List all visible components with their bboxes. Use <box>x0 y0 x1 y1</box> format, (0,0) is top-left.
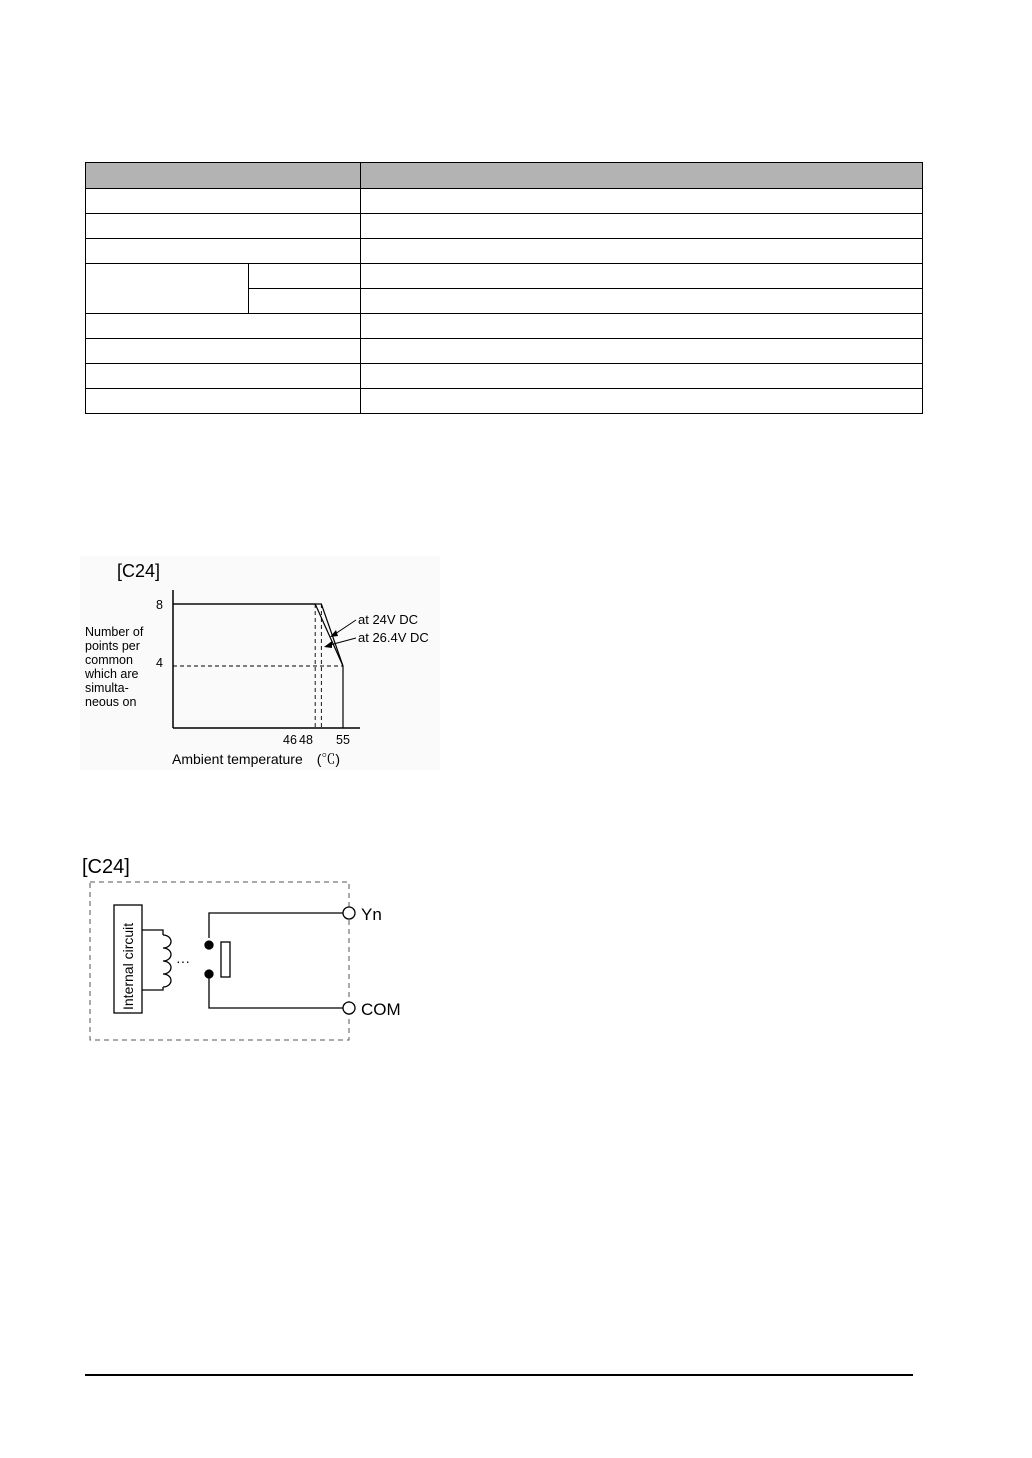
relay-contact-icon <box>205 913 344 1008</box>
table-row <box>86 189 923 214</box>
terminal-com-icon <box>343 1002 355 1014</box>
table-cell <box>361 239 923 264</box>
spec-table <box>85 162 923 414</box>
x-tick-label: 48 <box>299 733 313 747</box>
coupling-dots: ··· <box>176 953 190 969</box>
table-row <box>86 339 923 364</box>
internal-circuit-label: Internal circuit <box>120 922 136 1010</box>
derating-chart <box>80 556 440 770</box>
y-label-line: simulta- <box>85 681 129 695</box>
terminal-com-label: COM <box>361 1000 401 1019</box>
output-circuit-diagram <box>80 850 420 1046</box>
table-row <box>86 214 923 239</box>
terminal-yn-label: Yn <box>361 905 382 924</box>
y-axis-label <box>84 625 144 709</box>
table-row <box>86 239 923 264</box>
table-header-row <box>86 163 923 189</box>
table-cell <box>86 364 361 389</box>
y-label-line: neous on <box>85 695 137 709</box>
table-cell <box>86 189 361 214</box>
table-row <box>86 264 923 289</box>
table-cell-merged <box>86 264 249 314</box>
table-row <box>86 389 923 414</box>
table-cell <box>361 214 923 239</box>
table-cell <box>361 289 923 314</box>
table-cell <box>361 389 923 414</box>
table-cell <box>361 364 923 389</box>
x-tick-label: 55 <box>336 733 350 747</box>
footer-rule <box>85 1374 913 1376</box>
annotation-24v: at 24V DC <box>358 612 418 627</box>
table-header-item <box>86 163 361 189</box>
table-cell <box>86 214 361 239</box>
terminal-yn-icon <box>343 907 355 919</box>
table-row <box>86 364 923 389</box>
x-tick-label: 46 <box>283 733 297 747</box>
y-tick-label: 8 <box>156 598 163 612</box>
relay-coil-icon <box>142 930 171 990</box>
table-cell <box>361 264 923 289</box>
y-label-line: Number of <box>85 625 144 639</box>
table-cell <box>86 339 361 364</box>
table-header-description <box>361 163 923 189</box>
table-cell <box>361 314 923 339</box>
table-cell <box>86 314 361 339</box>
table-cell <box>361 339 923 364</box>
chart-background <box>80 556 440 770</box>
table-row <box>86 314 923 339</box>
y-label-line: points per <box>85 639 140 653</box>
annotation-26-4v: at 26.4V DC <box>358 630 429 645</box>
chart-label: [C24] <box>117 561 161 581</box>
y-label-line: which are <box>85 667 139 681</box>
y-label-line: common <box>85 653 133 667</box>
table-cell <box>361 189 923 214</box>
table-cell <box>86 239 361 264</box>
table-subcell <box>249 264 361 289</box>
x-axis-label: Ambient temperature (℃) <box>172 751 341 767</box>
y-tick-label: 4 <box>156 656 163 670</box>
table-subcell <box>249 289 361 314</box>
table-cell <box>86 389 361 414</box>
circuit-label: [C24] <box>82 856 130 878</box>
